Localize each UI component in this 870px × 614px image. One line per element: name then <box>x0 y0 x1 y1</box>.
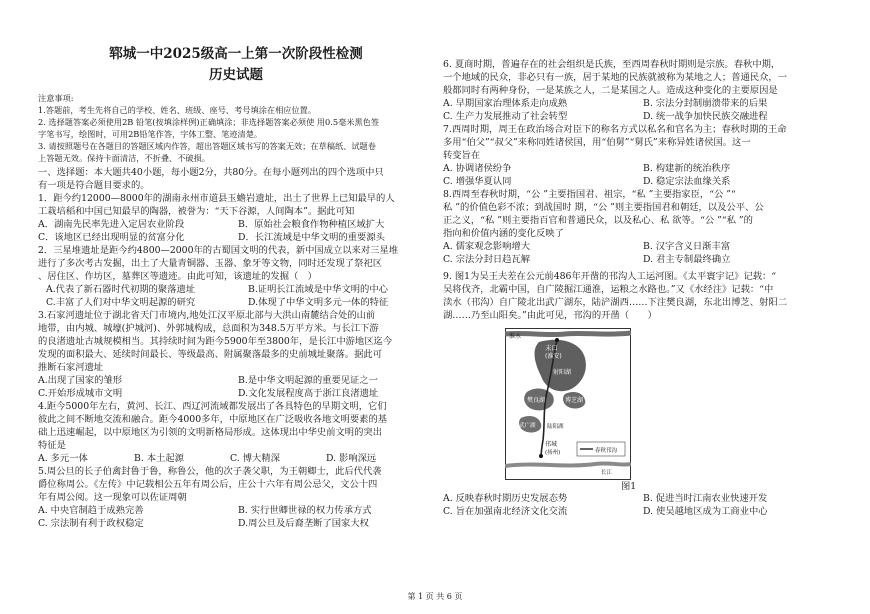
page-footer: 第 1 页 共 6 页 <box>407 592 463 601</box>
q4-option-b[interactable]: B. 本土起源 <box>134 453 184 464</box>
note-line: 字笔书写，绘图时，可用2B铅笔作答，字体工整、笔迹清楚。 <box>38 129 263 139</box>
q9-stem: 湖……乃至山阳矣。”由此可见，邗沟的开凿（ ） <box>443 310 657 321</box>
hancheng-city-dot <box>539 454 543 458</box>
notes-heading: 注意事项: <box>38 93 74 103</box>
section-heading-cont: 有一项是符合题目要求的。 <box>38 180 150 191</box>
map-label-hancheng-sub: (扬州) <box>545 450 561 456</box>
q8-stem: 指向和价值内涵的变化反映了 <box>443 228 564 239</box>
q7-stem: 转变旨在 <box>443 150 481 161</box>
note-line: 上答题无效。保持卡面清洁，不折叠、不破损。 <box>38 153 210 163</box>
q4-stem: 础上迅速崛起，以中原地区为引领的文明新格局形成。这体现出中华史前文明的突出 <box>38 427 382 438</box>
q4-stem: 彼此之间不断地交流和融合。距今4000多年，中原地区在广泛吸收各地文明要素的基 <box>38 414 388 425</box>
q2-option-a[interactable]: A.代表了新石器时代初期的聚落遗址 <box>46 284 196 295</box>
moukou-city-dot <box>555 338 559 342</box>
map-label-sheyang: 射阳湖 <box>553 369 572 376</box>
q9-stem: 9. 图1为吴王夫差在公元前486年开凿的邗沟人工运河图。《太平寰宇记》记载：“ <box>443 271 777 282</box>
q1-option-a[interactable]: A．湖南先民率先进入定居农业阶段 <box>38 219 185 230</box>
note-line: 1.答题前，考生先将自己的学校、姓名、班级、座号、考号填涂在相应位置。 <box>38 105 317 115</box>
q3-stem: 推断石家河遗址 <box>38 362 104 373</box>
q9-stem: 渎水（邗沟）自广陵北出武广湖东，陆浐湖西……下注樊良湖，东北出博芝、射阳二 <box>443 297 787 308</box>
q4-stem: 4.距今5000年左右，黄河、长江、西辽河流域都发展出了各具特色的早期文明，它们 <box>38 401 387 412</box>
q6-stem: 般都同时有两种身份，一是某族之人，二是某国之人。造成这种变化的主要原因是 <box>443 85 778 96</box>
q3-option-a[interactable]: A.出现了国家的雏形 <box>38 375 123 386</box>
q3-stem: 的良渚遗址古城规模相当。其持续时间为距今5900年至3800年，是长江中游地区迄今 <box>38 336 393 347</box>
q9-option-a[interactable]: A. 反映春秋时期历史发展态势 <box>443 493 568 504</box>
q7-stem: 多用“伯父”“叔父”来称同姓诸侯国，用“伯舅”“舅氏”来称异姓诸侯国。这一 <box>443 137 751 148</box>
q7-option-b[interactable]: B. 构建新的统治秩序 <box>643 163 731 174</box>
map-label-luyang: 陆阳湖 <box>547 424 564 430</box>
q4-stem: 特征是 <box>38 440 66 451</box>
q5-stem: 年有周公阅。这一现象可以佐证周朝 <box>38 492 187 503</box>
figure-caption: 图1 <box>621 481 637 492</box>
q9-option-c[interactable]: C. 旨在加强南北经济文化交流 <box>443 506 568 517</box>
q6-option-d[interactable]: D. 统一战争加快民族交融进程 <box>643 111 768 122</box>
map-label-wuguang: 武广湖 <box>519 423 536 429</box>
q5-option-c[interactable]: C. 宗法制有利于政权稳定 <box>38 518 144 529</box>
q1-stem: 工栽培稻和中国已知最早的陶器，被誉为：“天下谷源，人间陶本”。据此可知 <box>38 206 355 217</box>
q3-stem: 3.石家河遗址位于湖北省天门市境内,地处江汉平原北部与大洪山南麓结合处的山前 <box>38 310 376 321</box>
note-line: 3. 请按照题号在各题目的答题区域内作答，超出答题区域书写的答案无效；在草稿纸、试题卷 <box>38 141 376 151</box>
q2-stem: 、居住区、作坊区，墓葬区等遗迹。由此可知，该遗址的发掘（ ） <box>38 271 317 282</box>
q7-stem: 7.西周时期，周王在政治场合对臣下的称名方式以私名和官名为主；春秋时期的王命 <box>443 124 787 135</box>
q8-option-d[interactable]: D. 君主专制最终确立 <box>643 254 731 265</box>
q3-option-b[interactable]: B.是中华文明起源的重要见证之一 <box>238 375 378 386</box>
q7-option-d[interactable]: D. 稳定宗法血缘关系 <box>643 176 731 187</box>
q8-option-a[interactable]: A. 儒家观念影响增大 <box>443 241 530 252</box>
map-label-yangtze: 长江 <box>601 470 613 476</box>
q5-option-a[interactable]: A. 中央官制趋于成熟完善 <box>38 505 144 516</box>
q6-option-b[interactable]: B. 宗法分封制崩溃带来的后果 <box>643 98 768 109</box>
q8-stem: 8.西周至春秋时期，“公 ”主要指国君、祖宗，“私 ”主要指家臣，“公 ”“ <box>443 189 736 200</box>
q4-option-a[interactable]: A. 多元一体 <box>38 453 88 464</box>
q6-option-a[interactable]: A. 早期国家治理体系走向成熟 <box>443 98 568 109</box>
q2-option-b[interactable]: B.证明长江流域是中华文明的中心 <box>248 284 388 295</box>
q5-option-d[interactable]: D.周公旦及后裔垄断了国家大权 <box>238 518 369 529</box>
q3-stem: 地带，由内城、城壕(护城河)、外郭城构成，总面积为348.5万平方米。与长江下游 <box>38 323 379 334</box>
q8-stem: 正之义，“私 ”则主要指百官和普通民众，以及私心、私 欲等。“公 ”“私 ”的 <box>443 215 753 226</box>
q5-stem: 爵位称周公。《左传》中记载相公五年有周公后，庄公十六年有周公忌父，文公十四 <box>38 479 378 490</box>
map-label-huai: 淮水 <box>509 333 522 340</box>
q3-option-d[interactable]: D.文化发展程度高于浙江良渚遗址 <box>238 388 379 399</box>
q6-stem: 6. 夏商时期，普遍存在的社会组织是氏族，至西周春秋时期则是宗族。春秋中期， <box>443 59 781 70</box>
legend-label: 春秋邗沟 <box>595 448 618 454</box>
q4-option-c[interactable]: C. 博大精深 <box>230 453 280 464</box>
map-label-fanliang: 樊良湖 <box>527 397 546 404</box>
q2-stem: 进行了多次考古发掘，出土了大量青铜器、玉器、象牙等文物，同时还发现了祭祀区 <box>38 258 382 269</box>
q6-option-c[interactable]: C. 生产力发展推动了社会转型 <box>443 111 568 122</box>
exam-title: 郓城一中2025级高一上第一次阶段性检测 <box>109 46 363 62</box>
exam-subtitle: 历史试题 <box>209 67 263 83</box>
section-heading: 一、选择题：本大题共40小题，每小题2分，共80分。在每小题列出的四个选项中只 <box>38 167 384 178</box>
q8-stem: 私 ”的价值色彩不浓；到战国时 期，“公 ”则主要指国君和朝廷，以及公平、公 <box>443 202 764 213</box>
q8-option-c[interactable]: C. 宗法分封日趋瓦解 <box>443 254 531 265</box>
q1-option-b[interactable]: B．原始社会粮食作物种植区域扩大 <box>238 219 385 230</box>
map-label-hancheng: 邗城 <box>545 441 558 448</box>
q4-option-d[interactable]: D. 影响深远 <box>326 453 377 464</box>
q2-option-d[interactable]: D.体现了中华文明多元一体的特征 <box>248 297 389 308</box>
q9-option-b[interactable]: B. 促进当时江南农业快速开发 <box>643 493 768 504</box>
q8-option-b[interactable]: B. 汉字含义日渐丰富 <box>643 241 731 252</box>
hangou-canal-map <box>505 328 631 480</box>
q9-option-d[interactable]: D. 使吴越地区成为工商业中心 <box>643 506 768 517</box>
yangtze-river <box>505 463 631 466</box>
note-line: 2. 选择题答案必须使用2B 铅笔(按填涂样例)正确填涂；非选择题答案必须使 用0.5毫米黑色签 <box>38 117 380 127</box>
q1-option-c[interactable]: C．该地区已经出现明显的贫富分化 <box>38 232 185 243</box>
q1-stem: 1．距今约12000—8000年的湖南永州市道县玉蟾岩遗址，出土了世界上已知最早的人 <box>38 193 395 204</box>
q6-stem: 一个地域的民众，非必只有一族，居于某地的民族就被称为某地之人；普通民众，一 <box>443 72 787 83</box>
map-label-moukou: 末口 <box>545 344 558 352</box>
huai-river <box>505 333 631 335</box>
q7-option-a[interactable]: A. 协调诸侯纷争 <box>443 163 512 174</box>
map-label-bozhi: 博芝湖 <box>565 397 584 404</box>
q9-stem: 吴将伐齐，北霸中国，自广陵掘江通淮，运粮之水路也。”又《水经注》记载：“中 <box>443 284 774 295</box>
q3-option-c[interactable]: C.开始形成城市文明 <box>38 388 123 399</box>
q2-option-c[interactable]: C.丰富了人们对中华文明起源的研究 <box>46 297 196 308</box>
q5-stem: 5.周公旦的长子伯禽封鲁于鲁，称鲁公，他的次子袭父职，为王朝卿士，此后代代袭 <box>38 466 382 477</box>
map-label-moukou-sub: (淮安) <box>545 353 562 360</box>
q5-option-b[interactable]: B. 实行世卿世禄的权力传承方式 <box>238 505 372 516</box>
q2-stem: 2．三星堆遗址是距今约4800—2000年的古蜀国文明的代表，新中国成立以来对三星堆 <box>38 245 399 256</box>
q1-option-d[interactable]: D．长江流域是中华文明的重要源头 <box>238 232 385 243</box>
q7-option-c[interactable]: C. 增强华夏认同 <box>443 176 512 187</box>
q3-stem: 发现的面积最大、延续时间最长、等级最高、附属聚落最多的史前城址聚落。据此可 <box>38 349 382 360</box>
